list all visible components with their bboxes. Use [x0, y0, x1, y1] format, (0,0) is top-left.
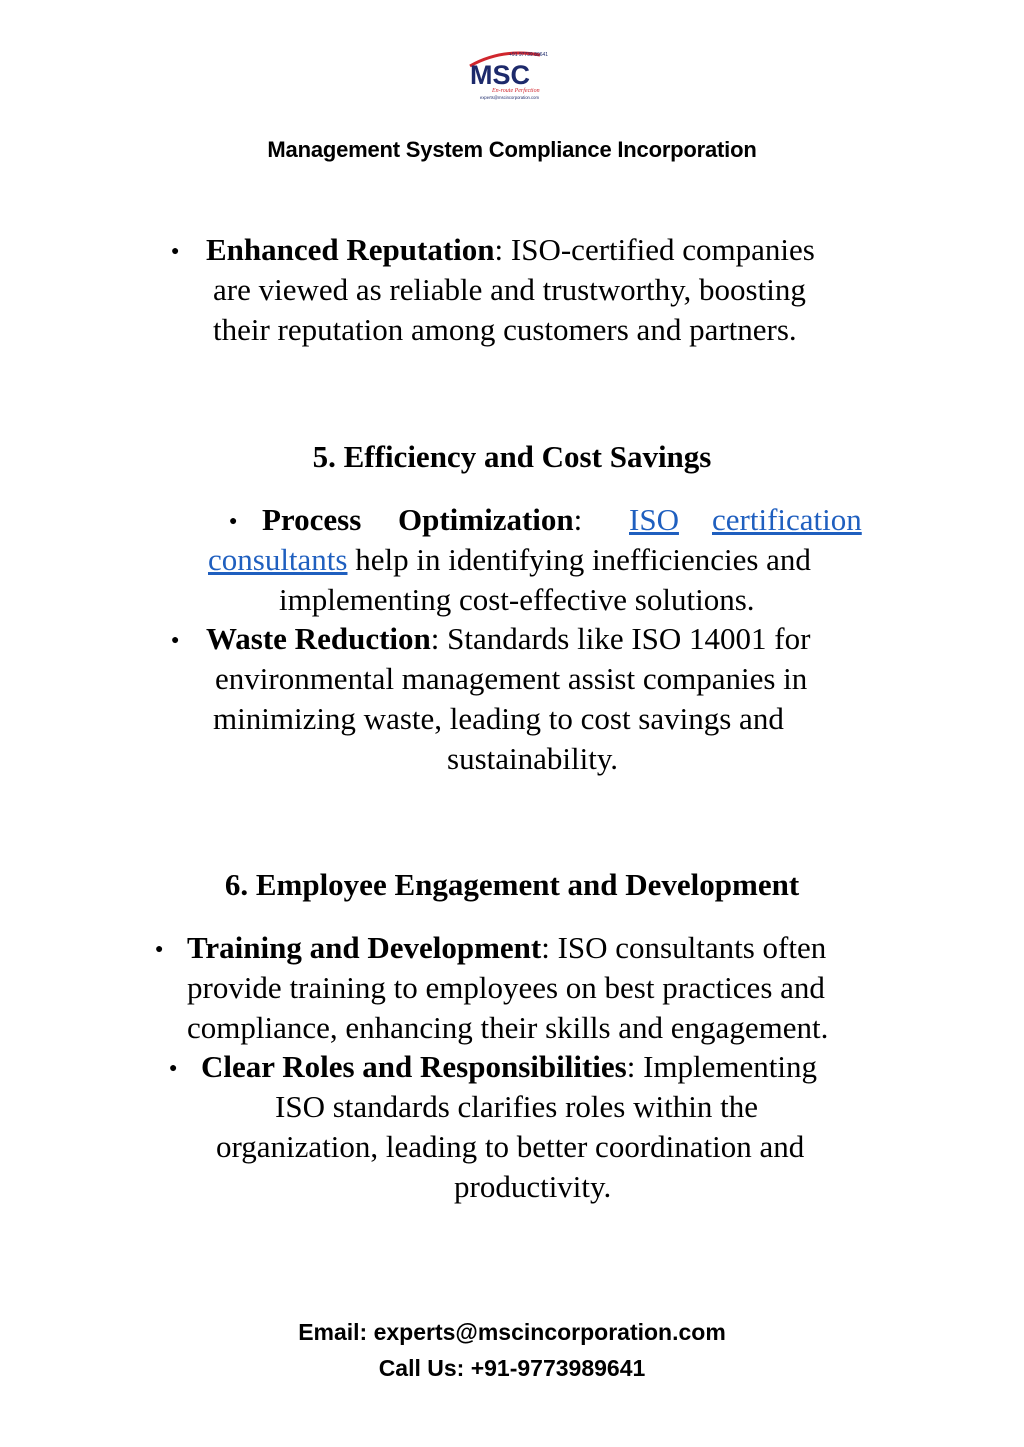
item-text: : Standards like ISO 14001 for: [430, 621, 811, 656]
item-text: minimizing waste, leading to cost savings and: [213, 701, 784, 736]
item-text: their reputation among customers and partners.: [213, 312, 797, 347]
item-title-2: Optimization: [398, 502, 574, 537]
item-title: Process: [262, 502, 362, 537]
item-text: are viewed as reliable and trustworthy, boosting: [213, 272, 806, 307]
logo-phone: +91 97739 89641: [509, 52, 549, 58]
msc-logo-graphic: [462, 46, 562, 104]
item-text: ISO standards clarifies roles within the: [275, 1089, 758, 1124]
iso-link-part-3[interactable]: consultants: [208, 542, 348, 577]
bullet-dot-icon: ●: [171, 244, 180, 259]
item-title: Training and Development: [187, 930, 542, 965]
item-title: Waste Reduction: [206, 621, 431, 656]
item-colon: :: [573, 502, 583, 537]
company-logo: [462, 46, 562, 104]
item-text: : Implementing: [626, 1049, 818, 1084]
item-text: help in identifying inefficiencies and: [347, 542, 811, 577]
logo-email: experts@mscincorporation.com: [480, 95, 539, 100]
item-text: environmental management assist companies in: [215, 661, 808, 696]
item-title: Clear Roles and Responsibilities: [201, 1049, 627, 1084]
section-heading: 5. Efficiency and Cost Savings: [312, 439, 712, 474]
item-text: compliance, enhancing their skills and engagement.: [187, 1010, 829, 1045]
footer-phone: Call Us: +91-9773989641: [378, 1355, 646, 1381]
item-text: : ISO-certified companies: [494, 232, 815, 267]
iso-link-part-1[interactable]: ISO: [629, 502, 679, 537]
item-text: : ISO consultants often: [541, 930, 827, 965]
bullet-dot-icon: ●: [155, 942, 164, 957]
logo-wordmark: MSC: [470, 60, 530, 90]
item-text: productivity.: [454, 1169, 612, 1204]
item-text: sustainability.: [447, 741, 619, 776]
item-text: organization, leading to better coordination and: [216, 1129, 805, 1164]
section-heading: 6. Employee Engagement and Development: [224, 867, 800, 902]
company-name: Management System Compliance Incorporation: [267, 137, 757, 162]
item-text: provide training to employees on best practices and: [187, 970, 825, 1005]
item-title: Enhanced Reputation: [206, 232, 495, 267]
item-text: implementing cost-effective solutions.: [279, 582, 755, 617]
iso-link-part-2[interactable]: certification: [712, 502, 862, 537]
footer-email: Email: experts@mscincorporation.com: [298, 1319, 726, 1345]
bullet-dot-icon: ●: [229, 514, 238, 529]
bullet-dot-icon: ●: [171, 633, 180, 648]
logo-tagline: En-route Perfection: [492, 88, 540, 94]
bullet-dot-icon: ●: [169, 1061, 178, 1076]
